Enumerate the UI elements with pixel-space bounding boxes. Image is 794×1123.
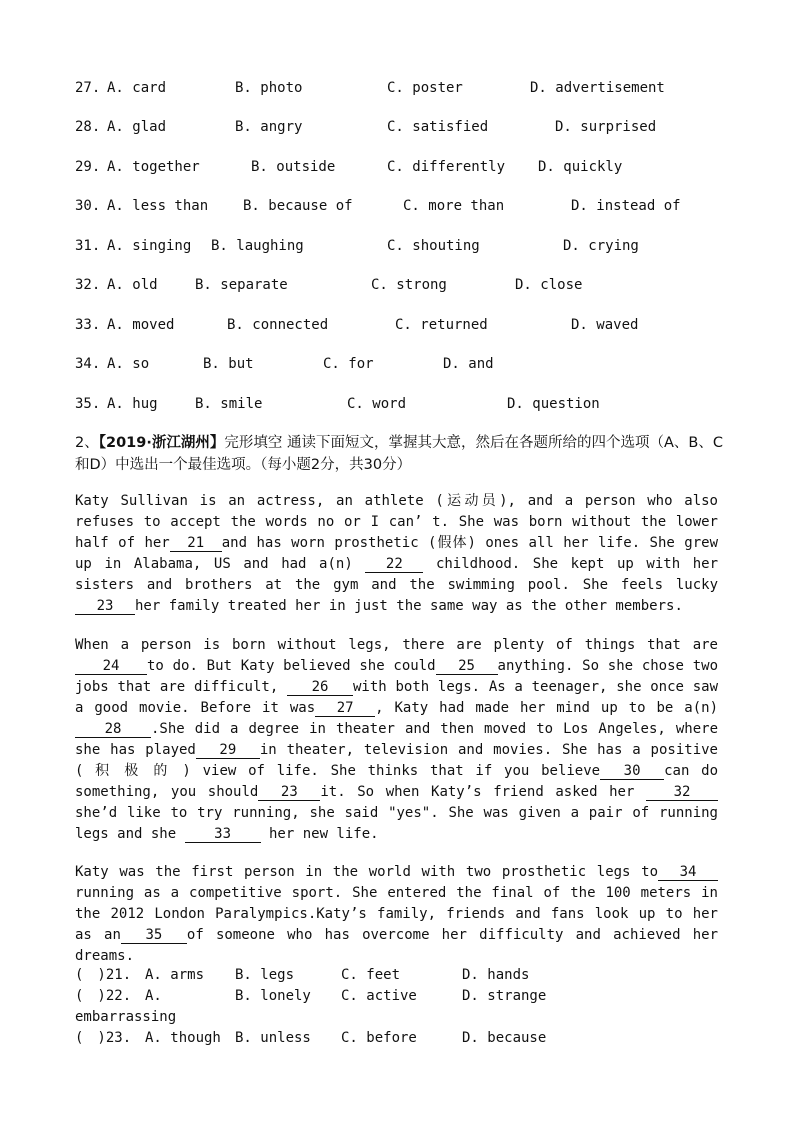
text: in theater, television and movies. She has a positive ( 积 极 的 ) view of life. She thinks that if you believe (75, 742, 718, 779)
option-d: D. instead of (571, 198, 681, 214)
blank-35: 35 (121, 927, 187, 944)
option-b: B. smile (195, 396, 263, 412)
text: to do. But Katy believed she could (147, 658, 436, 674)
text: of someone who has overcome her difficulty and achieved her dreams. (75, 927, 718, 964)
question-number: 33. (75, 317, 101, 333)
option-b: B. unless (235, 1030, 311, 1046)
text: she’d like to try running, she said "yes". She was given a pair of running legs and she (75, 805, 718, 842)
question-number: 31. (75, 238, 101, 254)
option-a: A. so (107, 356, 150, 372)
blank-28: 28 (75, 721, 151, 738)
text: her new life. (260, 826, 379, 842)
option-c: C. shouting (387, 238, 480, 254)
option-c: C. satisfied (387, 119, 489, 135)
option-d: D. quickly (538, 159, 623, 175)
text: her family treated her in just the same way as the other members. (135, 598, 683, 614)
option-b: B. outside (251, 159, 336, 175)
text: anything. So she chose two jobs that are difficult, (75, 658, 718, 695)
section-number: 2、 (75, 435, 99, 451)
option-a-continued: embarrassing (75, 1009, 177, 1025)
option-c: C. active (341, 988, 417, 1004)
option-c: C. word (347, 396, 407, 412)
option-b: B. legs (235, 967, 295, 983)
option-c: C. poster (387, 80, 463, 96)
blank-32: 32 (646, 784, 718, 801)
answer-bracket-number: ( )23. (75, 1030, 132, 1046)
blank-22: 22 (365, 556, 423, 573)
option-d: D. because (462, 1030, 547, 1046)
question-number: 28. (75, 119, 101, 135)
text: childhood. She kept up with her sisters and brothers at the gym and the swimming pool. She feels lucky (75, 556, 718, 593)
blank-31: 23 (258, 784, 320, 801)
option-c: C. differently (387, 159, 506, 175)
blank-24: 24 (75, 658, 147, 675)
blank-25: 25 (436, 658, 498, 675)
section-heading (75, 432, 725, 476)
option-c: C. more than (403, 198, 505, 214)
question-number: 32. (75, 277, 101, 293)
option-a: A. less than (107, 198, 209, 214)
passage-paragraph-2 (75, 635, 718, 845)
option-d: D. surprised (555, 119, 657, 135)
option-d: D. crying (563, 238, 639, 254)
option-d: D. close (515, 277, 583, 293)
option-c: C. before (341, 1030, 417, 1046)
question-number: 30. (75, 198, 101, 214)
text: running as a competitive sport. She entered the final of the 100 meters in the 2012 London Paralympics.Katy’s family, friends and fans look up to her as an (75, 885, 718, 943)
option-a: A. though (145, 1030, 221, 1046)
option-b: B. photo (235, 80, 303, 96)
option-b: B. because of (243, 198, 353, 214)
text: , Katy had made her mind up to be a(n) (375, 700, 718, 716)
blank-33: 33 (185, 826, 261, 843)
option-a: A. moved (107, 317, 175, 333)
blank-27: 27 (315, 700, 375, 717)
option-d: D. question (507, 396, 600, 412)
text: it. So when Katy’s friend asked her (320, 784, 646, 800)
option-c: C. feet (341, 967, 401, 983)
option-b: B. connected (227, 317, 329, 333)
option-b: B. separate (195, 277, 288, 293)
section-instruction: 完形填空 通读下面短文，掌握其大意，然后在各题所给的四个选项（A、B、C和D）中选出一个最佳选项。（每小题2分，共30分） (75, 435, 723, 473)
option-c: C. strong (371, 277, 447, 293)
question-number: 29. (75, 159, 101, 175)
blank-23: 23 (75, 598, 135, 615)
blank-30: 30 (600, 763, 664, 780)
option-c: C. returned (395, 317, 488, 333)
option-a: A. hug (107, 396, 158, 412)
option-a: A. (145, 988, 162, 1004)
option-a: A. singing (107, 238, 192, 254)
answer-bracket-number: ( )21. (75, 967, 132, 983)
option-d: D. hands (462, 967, 530, 983)
option-c: C. for (323, 356, 374, 372)
blank-34: 34 (658, 864, 718, 881)
blank-21: 21 (170, 535, 222, 552)
option-a: A. old (107, 277, 158, 293)
option-b: B. lonely (235, 988, 311, 1004)
option-d: D. advertisement (530, 80, 665, 96)
text: and has worn prosthetic (假体) ones all her life. She grew up in Alabama, US and had a(n) (75, 535, 718, 572)
option-b: B. laughing (211, 238, 304, 254)
passage-paragraph-3 (75, 862, 718, 967)
question-number: 27. (75, 80, 101, 96)
option-b: B. angry (235, 119, 303, 135)
option-a: A. together (107, 159, 200, 175)
option-a: A. card (107, 80, 167, 96)
text: Katy Sullivan is an actress, an athlete (运动员), and a person who also refuses to accept the words no or I can’ t. She was born without the lower half of her (75, 493, 718, 551)
question-number: 34. (75, 356, 101, 372)
blank-29: 29 (196, 742, 260, 759)
text: can do something, you should (75, 763, 718, 800)
text: When a person is born without legs, there are plenty of things that are (75, 637, 718, 653)
option-a: A. glad (107, 119, 167, 135)
option-d: D. strange (462, 988, 547, 1004)
text: with both legs. As a teenager, she once saw a good movie. Before it was (75, 679, 718, 716)
question-number: 35. (75, 396, 101, 412)
text: Katy was the first person in the world with two prosthetic legs to (75, 864, 658, 880)
option-d: D. waved (571, 317, 639, 333)
blank-26: 26 (287, 679, 353, 696)
answer-bracket-number: ( )22. (75, 988, 132, 1004)
option-d: D. and (443, 356, 494, 372)
text: .She did a degree in theater and then moved to Los Angeles, where she has played (75, 721, 718, 758)
section-source: 【2019·浙江湖州】 (98, 435, 225, 451)
option-b: B. but (203, 356, 254, 372)
passage-paragraph-1 (75, 491, 718, 617)
option-a: A. arms (145, 967, 205, 983)
